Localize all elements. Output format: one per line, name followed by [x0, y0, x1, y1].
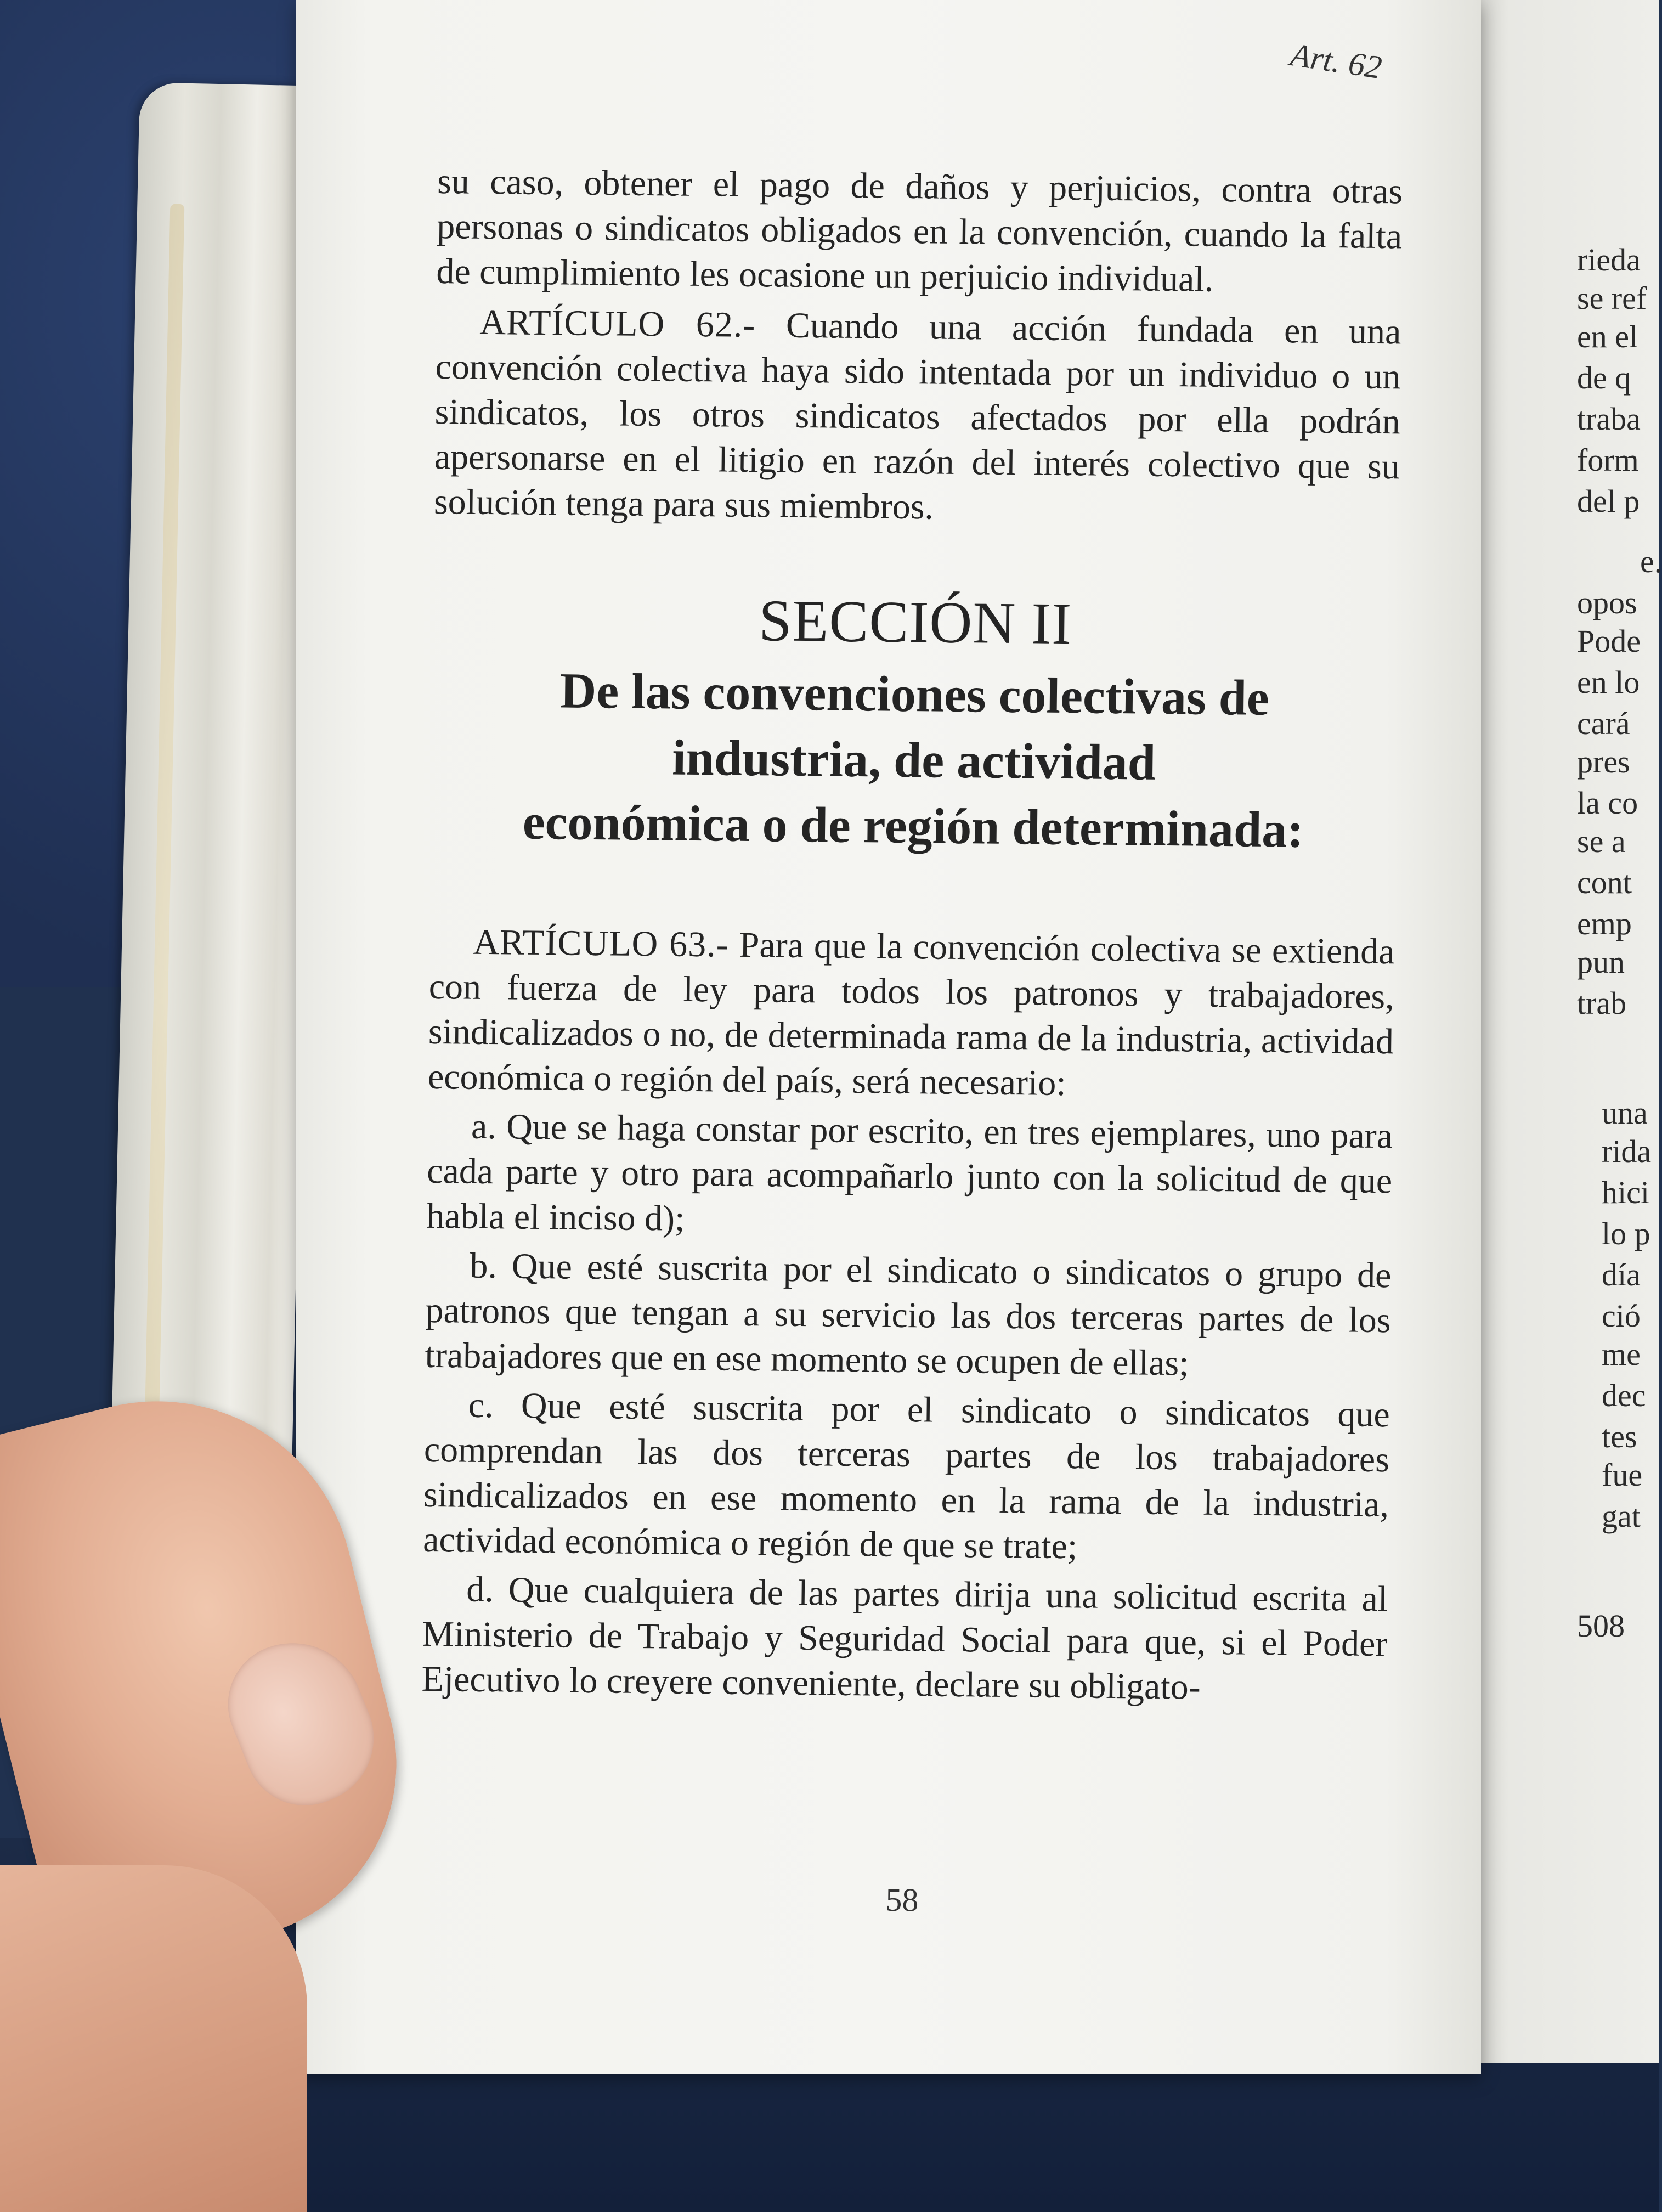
facing-page-fragment: en lo [1577, 664, 1640, 700]
article-62-text: Cuando una acción fundada en una convención colectiva haya sido intentada por un individuo o un sindicatos, los otros sindicatos afectados por ella podrán apersonarse en el litigio en razón del interés colectivo que su solución tenga para sus miembros. [433, 305, 1401, 527]
facing-page-fragment: hici [1602, 1175, 1649, 1210]
list-item: c. Que esté suscrita por el sindicato o sindicatos que comprendan las dos terceras partes de los trabajadores sindicalizados en ese momento en la rama de la industria, actividad económica o región de que se trate; [422, 1385, 1390, 1567]
facing-page-fragment: Pode [1577, 623, 1641, 659]
facing-page-fragment: se ref [1577, 280, 1647, 316]
paragraph-continuation: su caso, obtener el pago de daños y perjuicios, contra otras personas o sindicatos obligados en la convención, cuando la falta de cumplimiento les ocasione un perjuicio individual. [436, 161, 1403, 300]
facing-page-fragment: e. [1640, 544, 1662, 579]
hand [0, 1865, 307, 2212]
facing-page-fragment: día [1602, 1257, 1641, 1293]
article-62 [434, 300, 1401, 534]
facing-page-fragment: traba [1577, 401, 1641, 437]
facing-page-fragment: tes [1602, 1419, 1637, 1454]
facing-page-fragment: pres [1577, 744, 1630, 780]
list-item: a. Que se haga constar por escrito, en tres ejemplares, uno para cada parte y otro para acompañarlo junto con la solicitud de que habla el inciso d); [426, 1106, 1393, 1239]
facing-page-fragment: emp [1577, 906, 1632, 941]
facing-page-fragment: opos [1577, 585, 1637, 620]
list-item: b. Que esté suscrita por el sindicato o sindicatos o grupo de patronos que tengan a su servicio las dos terceras partes de los trabajadores que en ese momento se ocupen de ellas; [425, 1245, 1392, 1384]
article-63-label: ARTÍCULO 63.- [473, 922, 730, 965]
facing-page-fragment: fue [1602, 1457, 1643, 1493]
facing-page-fragment: ció [1602, 1298, 1641, 1334]
section-subtitle-line3: económica o de región determinada: [522, 793, 1304, 858]
facing-page-fragment: una [1602, 1095, 1648, 1131]
facing-page [1476, 0, 1662, 2063]
facing-page-fragment: me [1602, 1336, 1641, 1372]
section-title: SECCIÓN II [758, 588, 1072, 657]
article-63 [428, 919, 1395, 1109]
facing-page-fragment: en el [1577, 319, 1638, 354]
facing-page-fragment: del p [1577, 483, 1640, 519]
article-63-text: Para que la convención colectiva se extienda con fuerza de ley para todos los patronos y trabajadores, sindicalizados o no, de determinada rama de la industria, actividad económica o región del país, será necesario: [427, 924, 1395, 1104]
facing-page-fragment: cará [1577, 706, 1630, 741]
facing-page-fragment: de q [1577, 360, 1631, 396]
facing-page-fragment: form [1577, 442, 1639, 478]
facing-page-fragment: dec [1602, 1378, 1646, 1413]
running-head: Art. 62 [1288, 36, 1384, 86]
facing-page-fragment: se a [1577, 823, 1626, 859]
section-subtitle-line2: industria, de actividad [671, 729, 1156, 791]
facing-page-fragment: lo p [1602, 1216, 1650, 1251]
facing-page-fragment: pun [1577, 944, 1625, 980]
page-number: 58 [885, 1881, 919, 1918]
facing-page-fragment: rida [1602, 1133, 1652, 1169]
article-62-label: ARTÍCULO 62.- [479, 302, 756, 346]
facing-page-fragment: cont [1577, 865, 1632, 900]
facing-page-fragment: gat [1602, 1498, 1641, 1534]
facing-page-fragment: trab [1577, 985, 1627, 1021]
section-subtitle-line1: De las convenciones colectivas de [559, 662, 1270, 726]
list-item: d. Que cualquiera de las partes dirija una solicitud escrita al Ministerio de Trabajo y Seguridad Social para que, si el Poder Ejecutivo lo creyere conveniente, declare su obligato- [421, 1569, 1388, 1707]
facing-page-fragment: la co [1577, 785, 1638, 821]
page-text-block [421, 33, 1404, 1918]
facing-page-fragment: 508 [1577, 1608, 1625, 1644]
facing-page-fragment: rieda [1577, 242, 1641, 278]
